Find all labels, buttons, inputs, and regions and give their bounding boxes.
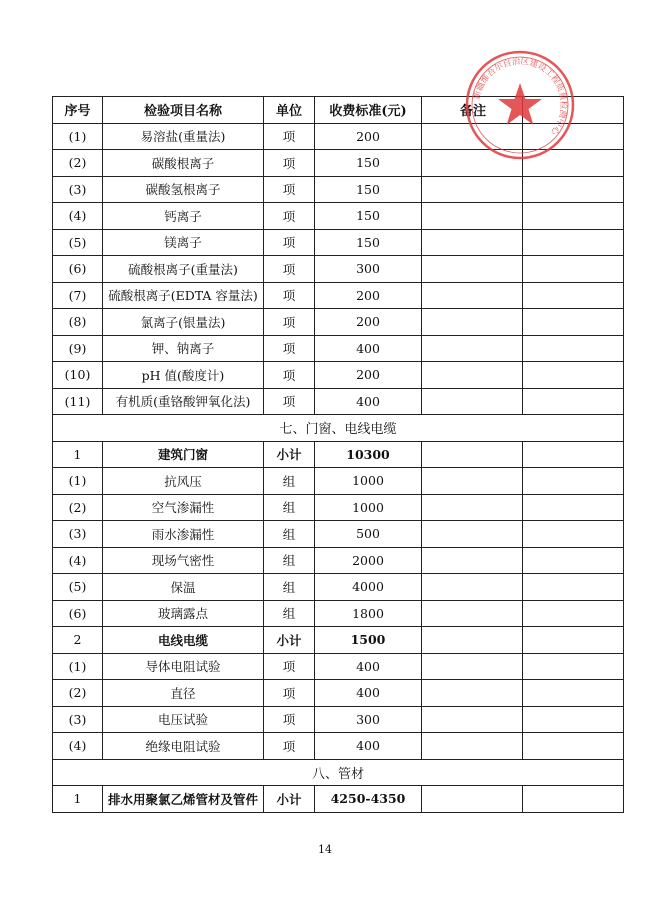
seal-text: 新疆维吾尔自治区建设工程质量检测中心	[472, 56, 569, 137]
cell-name: pH 值(酸度计)	[103, 362, 264, 389]
cell-price: 400	[315, 388, 422, 415]
cell-note	[523, 627, 624, 654]
cell-note	[422, 521, 523, 548]
cell-unit: 组	[264, 494, 315, 521]
section-row	[53, 759, 624, 786]
cell-unit: 项	[264, 176, 315, 203]
section-row	[53, 415, 624, 442]
cell-index: (10)	[53, 362, 103, 389]
cell-name: 排水用聚氯乙烯管材及管件	[103, 786, 264, 813]
cell-note	[422, 309, 523, 336]
cell-note	[523, 468, 624, 495]
cell-price: 4250-4350	[315, 786, 422, 813]
cell-name: 碳酸氢根离子	[103, 176, 264, 203]
cell-note	[523, 786, 624, 813]
cell-name: 硫酸根离子(EDTA 容量法)	[103, 282, 264, 309]
cell-note	[523, 150, 624, 177]
table-row	[53, 521, 624, 548]
cell-note	[422, 468, 523, 495]
header-price: 收费标准(元)	[315, 97, 422, 124]
cell-index: (11)	[53, 388, 103, 415]
cell-price: 150	[315, 229, 422, 256]
cell-note	[422, 176, 523, 203]
cell-unit: 项	[264, 256, 315, 283]
subtotal-row	[53, 627, 624, 654]
table-row	[53, 229, 624, 256]
cell-unit: 组	[264, 574, 315, 601]
cell-price: 300	[315, 706, 422, 733]
cell-price: 300	[315, 256, 422, 283]
cell-index: (6)	[53, 600, 103, 627]
cell-index: (5)	[53, 574, 103, 601]
cell-index: (2)	[53, 150, 103, 177]
table-row	[53, 150, 624, 177]
cell-price: 1000	[315, 468, 422, 495]
table-row	[53, 176, 624, 203]
cell-note	[422, 627, 523, 654]
cell-price: 2000	[315, 547, 422, 574]
cell-index: (4)	[53, 203, 103, 230]
cell-unit: 项	[264, 150, 315, 177]
cell-name: 直径	[103, 680, 264, 707]
cell-index: (4)	[53, 733, 103, 760]
cell-price: 4000	[315, 574, 422, 601]
cell-price: 500	[315, 521, 422, 548]
cell-index: (4)	[53, 547, 103, 574]
header-empty	[523, 97, 624, 124]
cell-index: (1)	[53, 468, 103, 495]
table-row	[53, 600, 624, 627]
cell-name: 钾、钠离子	[103, 335, 264, 362]
header-name: 检验项目名称	[103, 97, 264, 124]
cell-price: 400	[315, 335, 422, 362]
cell-index: 1	[53, 441, 103, 468]
cell-price: 200	[315, 282, 422, 309]
cell-unit: 组	[264, 547, 315, 574]
cell-unit: 项	[264, 229, 315, 256]
cell-index: (3)	[53, 521, 103, 548]
cell-note	[523, 600, 624, 627]
cell-note	[422, 203, 523, 230]
cell-price: 10300	[315, 441, 422, 468]
cell-note	[422, 653, 523, 680]
cell-note	[523, 388, 624, 415]
cell-name: 导体电阻试验	[103, 653, 264, 680]
section-title: 七、门窗、电线电缆	[53, 415, 624, 442]
cell-note	[422, 256, 523, 283]
cell-note	[523, 256, 624, 283]
cell-note	[422, 494, 523, 521]
cell-note	[523, 680, 624, 707]
cell-note	[422, 388, 523, 415]
cell-note	[523, 309, 624, 336]
cell-index: (1)	[53, 123, 103, 150]
table-row	[53, 388, 624, 415]
header-unit: 单位	[264, 97, 315, 124]
cell-note	[422, 600, 523, 627]
cell-unit: 小计	[264, 627, 315, 654]
cell-price: 400	[315, 733, 422, 760]
cell-name: 玻璃露点	[103, 600, 264, 627]
table-body	[53, 123, 624, 812]
cell-note	[422, 441, 523, 468]
cell-unit: 项	[264, 653, 315, 680]
cell-name: 现场气密性	[103, 547, 264, 574]
cell-name: 碳酸根离子	[103, 150, 264, 177]
cell-index: 2	[53, 627, 103, 654]
cell-note	[523, 335, 624, 362]
cell-note	[523, 494, 624, 521]
cell-name: 电线电缆	[103, 627, 264, 654]
cell-index: (5)	[53, 229, 103, 256]
cell-price: 1000	[315, 494, 422, 521]
cell-index: (3)	[53, 706, 103, 733]
cell-note	[523, 229, 624, 256]
cell-index: 1	[53, 786, 103, 813]
cell-name: 硫酸根离子(重量法)	[103, 256, 264, 283]
cell-note	[422, 706, 523, 733]
subtotal-row	[53, 441, 624, 468]
cell-unit: 项	[264, 680, 315, 707]
cell-index: (6)	[53, 256, 103, 283]
cell-unit: 项	[264, 203, 315, 230]
cell-note	[422, 362, 523, 389]
cell-name: 空气渗漏性	[103, 494, 264, 521]
table-row	[53, 653, 624, 680]
fee-table	[52, 96, 624, 813]
cell-note	[523, 521, 624, 548]
cell-unit: 项	[264, 123, 315, 150]
cell-name: 建筑门窗	[103, 441, 264, 468]
cell-note	[422, 680, 523, 707]
cell-unit: 项	[264, 362, 315, 389]
cell-index: (1)	[53, 653, 103, 680]
table-row	[53, 733, 624, 760]
cell-price: 150	[315, 176, 422, 203]
cell-price: 1500	[315, 627, 422, 654]
table-row	[53, 362, 624, 389]
cell-note	[523, 733, 624, 760]
cell-name: 雨水渗漏性	[103, 521, 264, 548]
cell-unit: 组	[264, 521, 315, 548]
cell-name: 钙离子	[103, 203, 264, 230]
cell-note	[422, 335, 523, 362]
cell-price: 150	[315, 203, 422, 230]
table-row	[53, 282, 624, 309]
cell-note	[422, 282, 523, 309]
cell-price: 200	[315, 123, 422, 150]
cell-note	[422, 547, 523, 574]
cell-price: 400	[315, 653, 422, 680]
cell-note	[422, 733, 523, 760]
cell-price: 200	[315, 362, 422, 389]
cell-note	[523, 176, 624, 203]
cell-note	[523, 574, 624, 601]
cell-name: 保温	[103, 574, 264, 601]
cell-note	[422, 150, 523, 177]
cell-price: 400	[315, 680, 422, 707]
cell-name: 氯离子(银量法)	[103, 309, 264, 336]
cell-index: (7)	[53, 282, 103, 309]
cell-note	[523, 441, 624, 468]
table-row	[53, 203, 624, 230]
cell-unit: 项	[264, 388, 315, 415]
table-row	[53, 123, 624, 150]
cell-index: (2)	[53, 680, 103, 707]
cell-note	[523, 653, 624, 680]
cell-note	[422, 123, 523, 150]
cell-note	[523, 547, 624, 574]
table-row	[53, 547, 624, 574]
page-number: 14	[318, 843, 332, 856]
subtotal-row	[53, 786, 624, 813]
cell-unit: 项	[264, 733, 315, 760]
cell-note	[422, 786, 523, 813]
cell-note	[523, 282, 624, 309]
cell-unit: 小计	[264, 786, 315, 813]
table-row	[53, 256, 624, 283]
cell-name: 有机质(重铬酸钾氧化法)	[103, 388, 264, 415]
table-row	[53, 468, 624, 495]
table-row	[53, 680, 624, 707]
cell-unit: 项	[264, 309, 315, 336]
table-header-row	[53, 97, 624, 124]
cell-unit: 组	[264, 468, 315, 495]
cell-index: (3)	[53, 176, 103, 203]
cell-name: 易溶盐(重量法)	[103, 123, 264, 150]
cell-note	[523, 706, 624, 733]
cell-index: (9)	[53, 335, 103, 362]
table-row	[53, 574, 624, 601]
cell-note	[422, 574, 523, 601]
cell-unit: 项	[264, 282, 315, 309]
table-row	[53, 309, 624, 336]
cell-name: 绝缘电阻试验	[103, 733, 264, 760]
header-index: 序号	[53, 97, 103, 124]
cell-unit: 小计	[264, 441, 315, 468]
table-row	[53, 335, 624, 362]
cell-unit: 项	[264, 335, 315, 362]
cell-unit: 组	[264, 600, 315, 627]
cell-price: 200	[315, 309, 422, 336]
cell-note	[422, 229, 523, 256]
table-row	[53, 494, 624, 521]
cell-name: 电压试验	[103, 706, 264, 733]
cell-name: 镁离子	[103, 229, 264, 256]
cell-index: (8)	[53, 309, 103, 336]
cell-price: 1800	[315, 600, 422, 627]
cell-index: (2)	[53, 494, 103, 521]
section-title: 八、管材	[53, 759, 624, 786]
cell-price: 150	[315, 150, 422, 177]
cell-unit: 项	[264, 706, 315, 733]
cell-note	[523, 123, 624, 150]
table-row	[53, 706, 624, 733]
cell-name: 抗风压	[103, 468, 264, 495]
cell-note	[523, 203, 624, 230]
header-note: 备注	[422, 97, 523, 124]
cell-note	[523, 362, 624, 389]
